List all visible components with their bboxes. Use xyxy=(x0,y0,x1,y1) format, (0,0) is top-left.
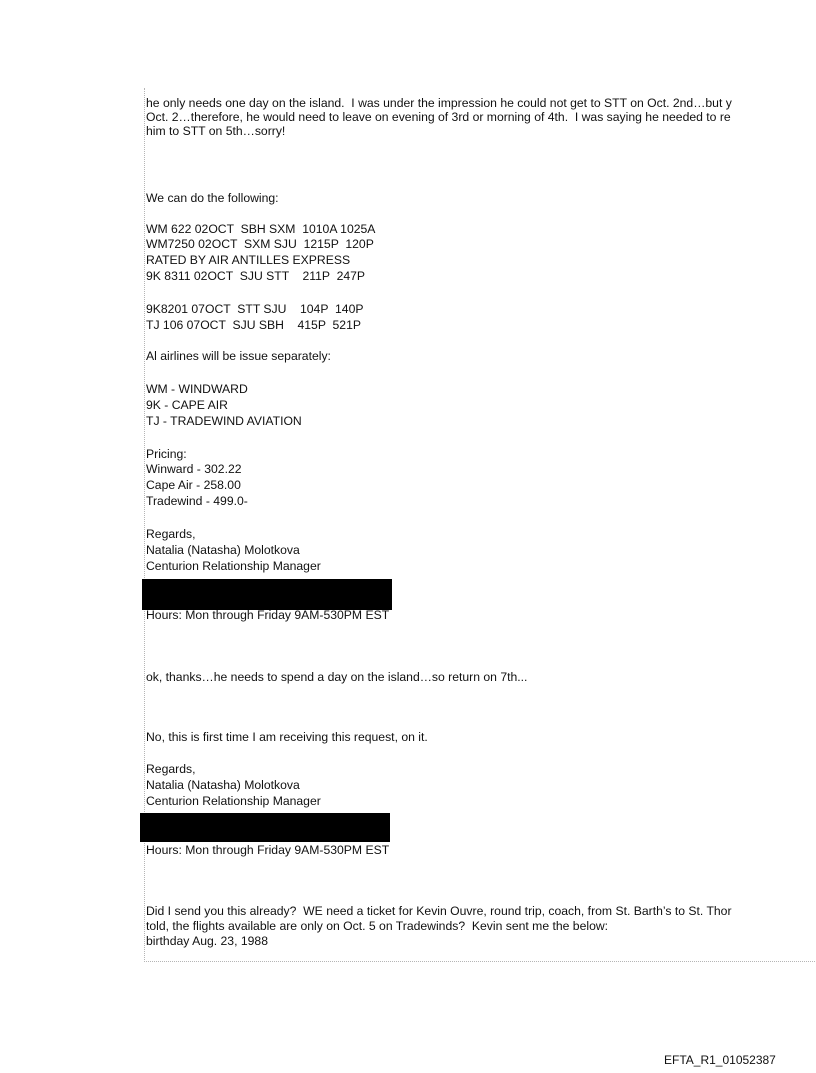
message-line: told, the flights available are only on Oct. 5 on Tradewinds? Kevin sent me the below: xyxy=(146,919,609,933)
hours-line: Hours: Mon through Friday 9AM-530PM EST xyxy=(146,608,390,622)
flight-line: RATED BY AIR ANTILLES EXPRESS xyxy=(146,253,351,267)
redaction-box xyxy=(142,579,392,610)
message-line: birthday Aug. 23, 1988 xyxy=(146,934,268,948)
pricing-line: Cape Air - 258.00 xyxy=(146,478,241,492)
airline-line: 9K - CAPE AIR xyxy=(146,398,228,412)
reply-line: No, this is first time I am receiving this request, on it. xyxy=(146,730,428,744)
signature-line: Centurion Relationship Manager xyxy=(146,794,321,808)
text-line: him to STT on 5th…sorry! xyxy=(146,124,286,138)
redaction-box xyxy=(140,813,390,842)
pricing-line: Winward - 302.22 xyxy=(146,462,242,476)
hours-line: Hours: Mon through Friday 9AM-530PM EST xyxy=(146,843,390,857)
reply-intro: We can do the following: xyxy=(146,191,279,205)
document-id-footer: EFTA_R1_01052387 xyxy=(664,1053,776,1067)
flight-line: TJ 106 07OCT SJU SBH 415P 521P xyxy=(146,318,361,332)
flight-line: WM7250 02OCT SXM SJU 1215P 120P xyxy=(146,237,374,251)
pricing-title: Pricing: xyxy=(146,447,187,461)
message-line: Did I send you this already? WE need a ticket for Kevin Ouvre, round trip, coach, from St. Barth’s to St. Thor xyxy=(146,904,732,918)
message-line: ok, thanks…he needs to spend a day on the island…so return on 7th... xyxy=(146,670,528,684)
pricing-line: Tradewind - 499.0- xyxy=(146,494,248,508)
flight-line: WM 622 02OCT SBH SXM 1010A 1025A xyxy=(146,222,376,236)
airline-line: TJ - TRADEWIND AVIATION xyxy=(146,414,302,428)
airlines-note: Al airlines will be issue separately: xyxy=(146,349,331,363)
airline-line: WM - WINDWARD xyxy=(146,382,248,396)
flight-line: 9K8201 07OCT STT SJU 104P 140P xyxy=(146,302,364,316)
signature-line: Natalia (Natasha) Molotkova xyxy=(146,778,300,792)
signature-line: Regards, xyxy=(146,527,196,541)
signature-line: Regards, xyxy=(146,762,196,776)
text-line: he only needs one day on the island. I was under the impression he could not get to STT on Oct. 2nd…but y xyxy=(146,96,732,110)
flight-line: 9K 8311 02OCT SJU STT 211P 247P xyxy=(146,269,366,283)
signature-line: Centurion Relationship Manager xyxy=(146,559,321,573)
text-line: Oct. 2…therefore, he would need to leave on evening of 3rd or morning of 4th. I was saying he needed to re xyxy=(146,110,731,124)
signature-line: Natalia (Natasha) Molotkova xyxy=(146,543,300,557)
